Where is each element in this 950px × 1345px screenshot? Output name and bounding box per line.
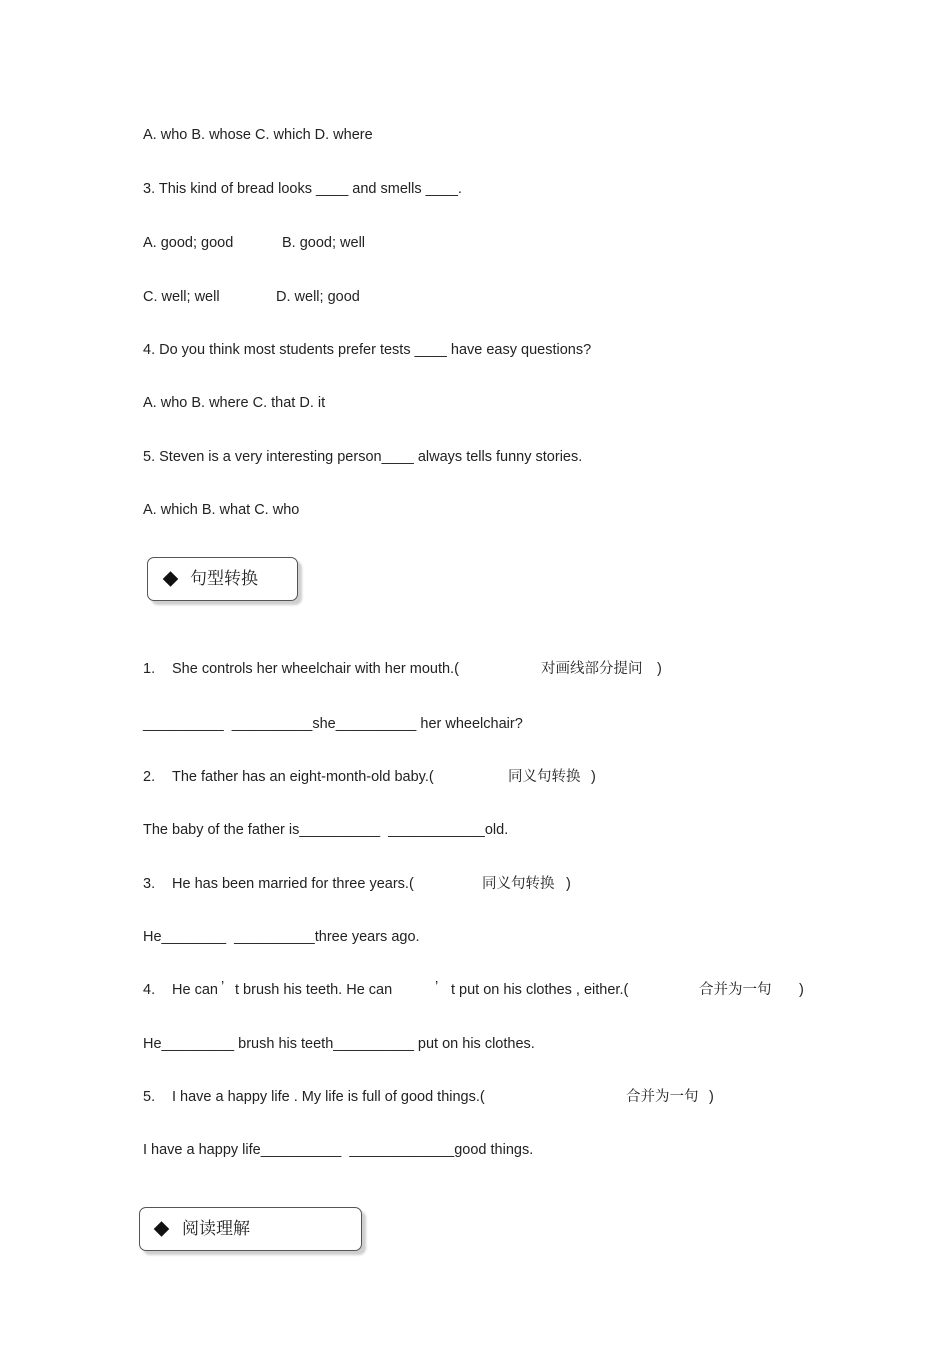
- diamond-bullet-icon: [163, 571, 179, 587]
- item-4-text-part-3: t put on his clothes , either.(: [451, 982, 629, 998]
- item-4-close-paren: ): [799, 982, 804, 998]
- item-1-text: She controls her wheelchair with her mouth.(: [172, 661, 459, 677]
- item-3-text: He has been married for three years.(: [172, 876, 414, 892]
- item-1-answer-line: __________ __________she__________ her wheelchair?: [143, 716, 523, 732]
- item-3-instruction: 同义句转换: [482, 876, 555, 892]
- item-5-close-paren: ): [709, 1089, 714, 1105]
- section-title: 句型转换: [190, 569, 258, 589]
- item-4-instruction: 合并为一句: [699, 982, 772, 998]
- q5-options: A. which B. what C. who: [143, 502, 300, 518]
- item-2-answer-line: The baby of the father is__________ ____________old.: [143, 822, 509, 838]
- item-4-apostrophe-1: ’: [221, 979, 225, 995]
- item-4-answer-line: He_________ brush his teeth__________ put on his clothes.: [143, 1036, 535, 1052]
- q5-stem: 5. Steven is a very interesting person____ always tells funny stories.: [143, 449, 583, 465]
- item-5-answer-line: I have a happy life__________ _____________good things.: [143, 1142, 534, 1158]
- item-2-text: The father has an eight-month-old baby.(: [172, 769, 434, 785]
- q3-stem: 3. This kind of bread looks ____ and smells ____.: [143, 181, 462, 197]
- item-4-number: 4.: [143, 982, 156, 998]
- item-2-instruction: 同义句转换: [508, 769, 581, 785]
- item-4-text-part-2: t brush his teeth. He can: [235, 982, 393, 998]
- item-3-close-paren: ): [566, 876, 571, 892]
- diamond-bullet-icon: [154, 1221, 170, 1237]
- item-4-text-part-1: He can: [172, 982, 218, 998]
- q3-option-d: D. well; good: [276, 289, 360, 305]
- item-3-number: 3.: [143, 876, 156, 892]
- section-title: 阅读理解: [182, 1219, 250, 1239]
- q3-option-c: C. well; well: [143, 289, 220, 305]
- item-2-close-paren: ): [591, 769, 596, 785]
- item-1-instruction: 对画线部分提问: [541, 661, 643, 677]
- section-header-sentence-transformation: [147, 557, 298, 601]
- q4-options: A. who B. where C. that D. it: [143, 395, 326, 411]
- item-5-text: I have a happy life . My life is full of good things.(: [172, 1089, 485, 1105]
- item-3-answer-line: He________ __________three years ago.: [143, 929, 420, 945]
- q3-option-a: A. good; good: [143, 235, 234, 251]
- item-5-number: 5.: [143, 1089, 156, 1105]
- item-2-number: 2.: [143, 769, 156, 785]
- q2-options: A. who B. whose C. which D. where: [143, 127, 373, 143]
- q4-stem: 4. Do you think most students prefer tests ____ have easy questions?: [143, 342, 592, 358]
- item-1-close-paren: ): [657, 661, 662, 677]
- q3-option-b: B. good; well: [282, 235, 366, 251]
- item-5-instruction: 合并为一句: [626, 1089, 699, 1105]
- item-1-number: 1.: [143, 661, 156, 677]
- item-4-apostrophe-2: ’: [435, 979, 439, 995]
- section-header-reading-comprehension: [139, 1207, 362, 1251]
